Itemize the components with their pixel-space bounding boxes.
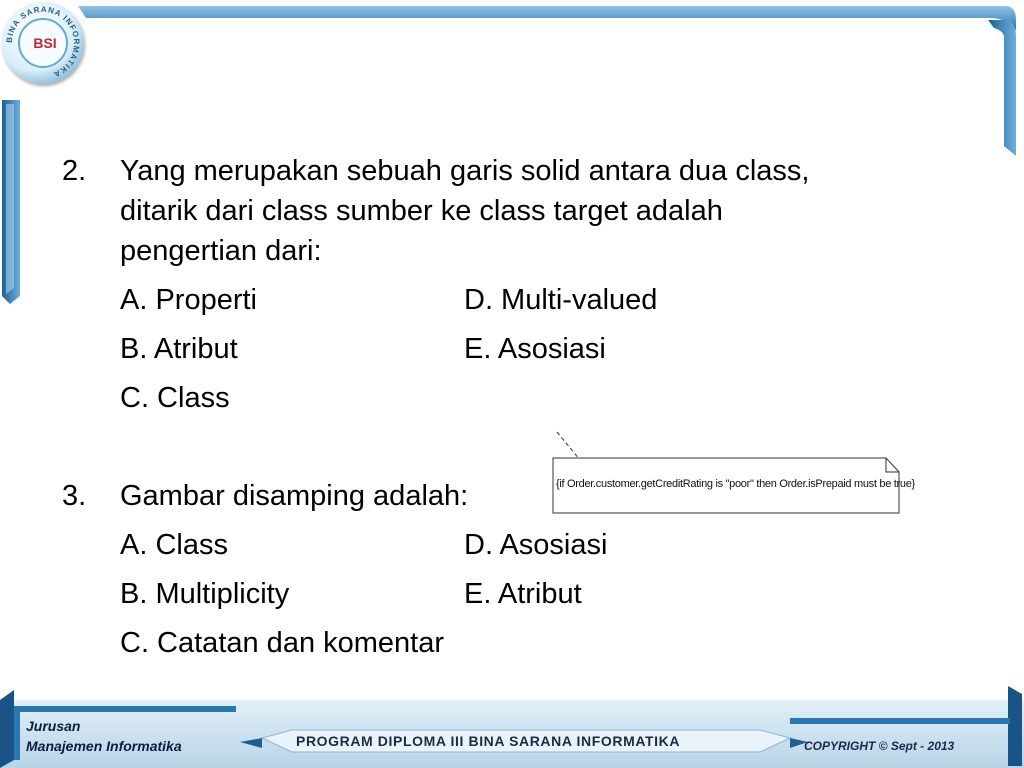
question-3-option-d: D. Asosiasi [464, 529, 608, 561]
question-2-option-a: A. Properti [120, 284, 257, 316]
question-2-option-e: E. Asosiasi [464, 333, 606, 365]
question-2-text-2: ditarik dari class sumber ke class target adalah [120, 195, 723, 227]
footer-copyright: COPYRIGHT © Sept - 2013 [804, 739, 955, 753]
question-2-option-d: D. Multi-valued [464, 284, 658, 316]
footer-dept-line-1: Jurusan [26, 718, 81, 734]
question-3-option-a: A. Class [120, 529, 228, 561]
question-3-text-1: Gambar disamping adalah: [120, 480, 469, 512]
question-3-number: 3. [62, 480, 87, 512]
question-3-option-b: B. Multiplicity [120, 578, 290, 610]
footer-program: PROGRAM DIPLOMA III BINA SARANA INFORMATIKA [296, 733, 681, 749]
question-2-option-c: C. Class [120, 382, 230, 414]
logo-ring-text: BINA SARANA INFORMATIKA [4, 4, 82, 80]
question-2-option-b: B. Atribut [120, 333, 238, 365]
footer-dept-line-2: Manajemen Informatika [26, 738, 182, 754]
logo-mark: BSI [33, 35, 57, 51]
question-2-number: 2. [62, 155, 87, 187]
footer-department [26, 716, 182, 756]
question-2-text-1: Yang merupakan sebuah garis solid antara dua class, [120, 155, 810, 187]
question-2-text-3: pengertian dari: [120, 235, 322, 267]
question-3-option-e: E. Atribut [464, 578, 582, 610]
question-3-option-c: C. Catatan dan komentar [120, 627, 445, 659]
note-figure-text: {if Order.customer.getCreditRating is "poor" then Order.isPrepaid must be true} [556, 478, 915, 490]
